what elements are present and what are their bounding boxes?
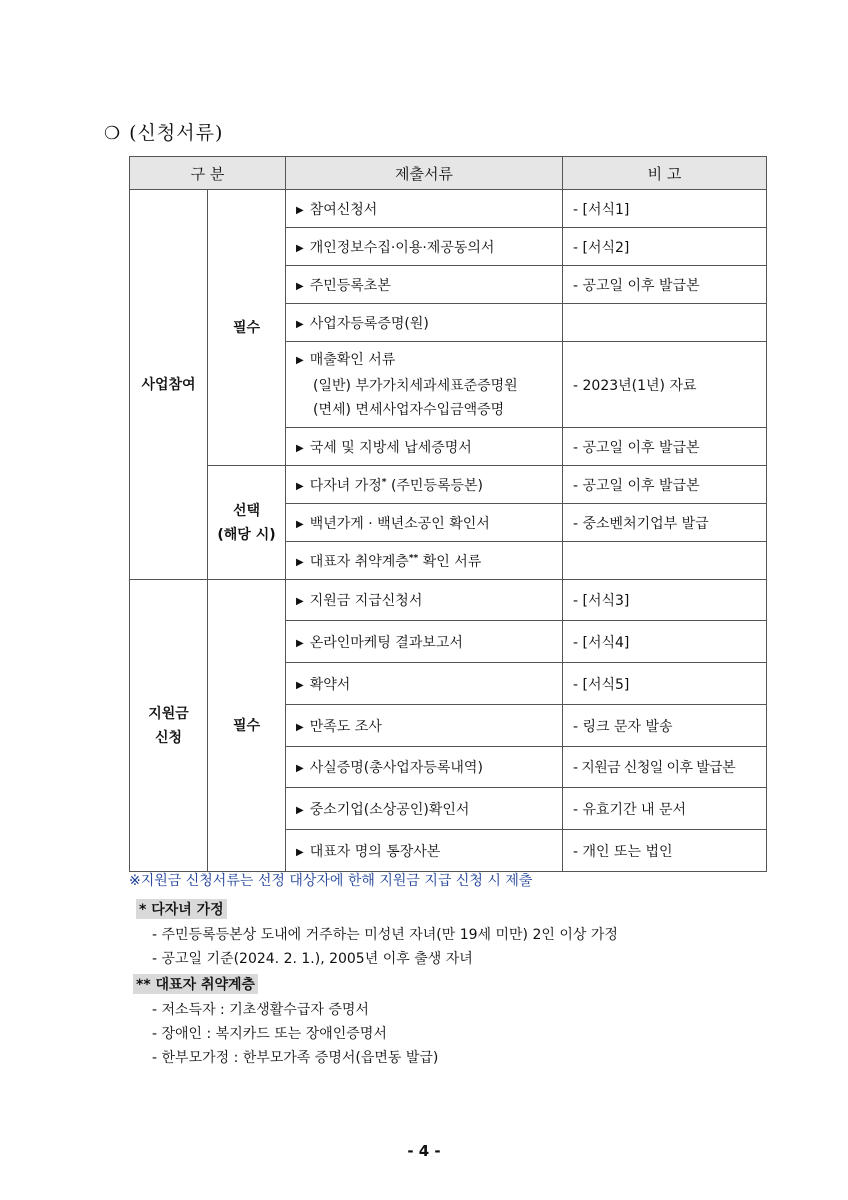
- multi-child-title: * 다자녀 가정: [136, 899, 227, 919]
- note-cell: - [서식5]: [563, 663, 767, 705]
- doc-cell: ▶ 만족도 조사: [286, 705, 563, 747]
- triangle-right-icon: ▶: [296, 518, 304, 530]
- header-category: 구 분: [130, 157, 286, 190]
- note-cell: [563, 304, 767, 342]
- vulnerable-title: ** 대표자 취약계층: [133, 974, 258, 994]
- doc-cell: ▶ 대표자 명의 통장사본: [286, 830, 563, 872]
- triangle-right-icon: ▶: [296, 679, 304, 691]
- note-cell: - 공고일 이후 발급본: [563, 266, 767, 304]
- note-cell: - 2023년(1년) 자료: [563, 342, 767, 428]
- doc-cell: ▶ 온라인마케팅 결과보고서: [286, 621, 563, 663]
- doc-cell: ▶ 개인정보수집·이용·제공동의서: [286, 228, 563, 266]
- note-cell: - 유효기간 내 문서: [563, 788, 767, 830]
- section-heading-text: (신청서류): [129, 122, 224, 144]
- table-row: [130, 580, 767, 621]
- triangle-right-icon: ▶: [296, 318, 304, 330]
- list-item: - 한부모가정 : 한부모가족 증명서(읍면동 발급): [152, 1050, 439, 1066]
- list-item: - 장애인 : 복지카드 또는 장애인증명서: [152, 1026, 387, 1042]
- category-support: 지원금 신청: [130, 580, 208, 872]
- doc-cell: ▶ 참여신청서: [286, 190, 563, 228]
- triangle-right-icon: ▶: [296, 242, 304, 254]
- category-participation: 사업참여: [130, 190, 208, 580]
- header-notes: 비 고: [563, 157, 767, 190]
- doc-cell: ▶ 사업자등록증명(원): [286, 304, 563, 342]
- doc-cell: ▶ 주민등록초본: [286, 266, 563, 304]
- note-cell: - 중소벤처기업부 발급: [563, 504, 767, 542]
- subcategory-optional: 선택 (해당 시): [208, 466, 286, 580]
- triangle-right-icon: ▶: [296, 637, 304, 649]
- table-row: [130, 190, 767, 228]
- doc-cell: ▶ 중소기업(소상공인)확인서: [286, 788, 563, 830]
- documents-table: [129, 156, 767, 872]
- doc-cell: ▶ 매출확인 서류 (일반) 부가가치세과세표준증명원 (면세) 면세사업자수입금액증명: [286, 342, 563, 428]
- list-item: - 저소득자 : 기초생활수급자 증명서: [152, 1002, 369, 1018]
- triangle-right-icon: ▶: [296, 763, 304, 774]
- doc-cell: ▶ 확약서: [286, 663, 563, 705]
- note-cell: - 개인 또는 법인: [563, 830, 767, 872]
- table-header-row: [130, 157, 767, 190]
- note-cell: - [서식1]: [563, 190, 767, 228]
- page-number: - 4 -: [407, 1142, 441, 1160]
- header-documents: 제출서류: [286, 157, 563, 190]
- triangle-right-icon: ▶: [296, 556, 304, 568]
- triangle-right-icon: ▶: [296, 846, 304, 858]
- footnote-main: ※지원금 신청서류는 선정 대상자에 한해 지원금 지급 신청 시 제출: [129, 873, 533, 889]
- triangle-right-icon: ▶: [296, 442, 304, 454]
- triangle-right-icon: ▶: [296, 596, 304, 607]
- triangle-right-icon: ▶: [296, 480, 304, 492]
- note-cell: - 공고일 이후 발급본: [563, 428, 767, 466]
- triangle-right-icon: ▶: [296, 354, 304, 366]
- list-item: - 공고일 기준(2024. 2. 1.), 2005년 이후 출생 자녀: [152, 951, 473, 967]
- section-heading: [104, 118, 223, 145]
- note-cell: - [서식4]: [563, 621, 767, 663]
- subcategory-required: 필수: [208, 190, 286, 466]
- list-item: - 주민등록등본상 도내에 거주하는 미성년 자녀(만 19세 미만) 2인 이상 가정: [152, 927, 618, 943]
- note-cell: - 공고일 이후 발급본: [563, 466, 767, 504]
- note-cell: - 링크 문자 발송: [563, 705, 767, 747]
- doc-cell: ▶ 국세 및 지방세 납세증명서: [286, 428, 563, 466]
- note-cell: - [서식2]: [563, 228, 767, 266]
- subcategory-required: 필수: [208, 580, 286, 872]
- triangle-right-icon: ▶: [296, 804, 304, 816]
- triangle-right-icon: ▶: [296, 721, 304, 733]
- doc-cell: ▶ 사실증명(총사업자등록내역): [286, 747, 563, 788]
- note-cell: [563, 542, 767, 580]
- doc-cell: ▶ 대표자 취약계층** 확인 서류: [286, 542, 563, 580]
- triangle-right-icon: ▶: [296, 204, 304, 216]
- doc-cell: ▶ 다자녀 가정* (주민등록등본): [286, 466, 563, 504]
- triangle-right-icon: ▶: [296, 280, 304, 292]
- note-cell: - 지원금 신청일 이후 발급본: [563, 747, 767, 788]
- table-row: [130, 466, 767, 504]
- note-cell: - [서식3]: [563, 580, 767, 621]
- doc-cell: ▶ 지원금 지급신청서: [286, 580, 563, 621]
- circle-bullet-icon: ❍: [104, 123, 122, 144]
- doc-cell: ▶ 백년가게 · 백년소공인 확인서: [286, 504, 563, 542]
